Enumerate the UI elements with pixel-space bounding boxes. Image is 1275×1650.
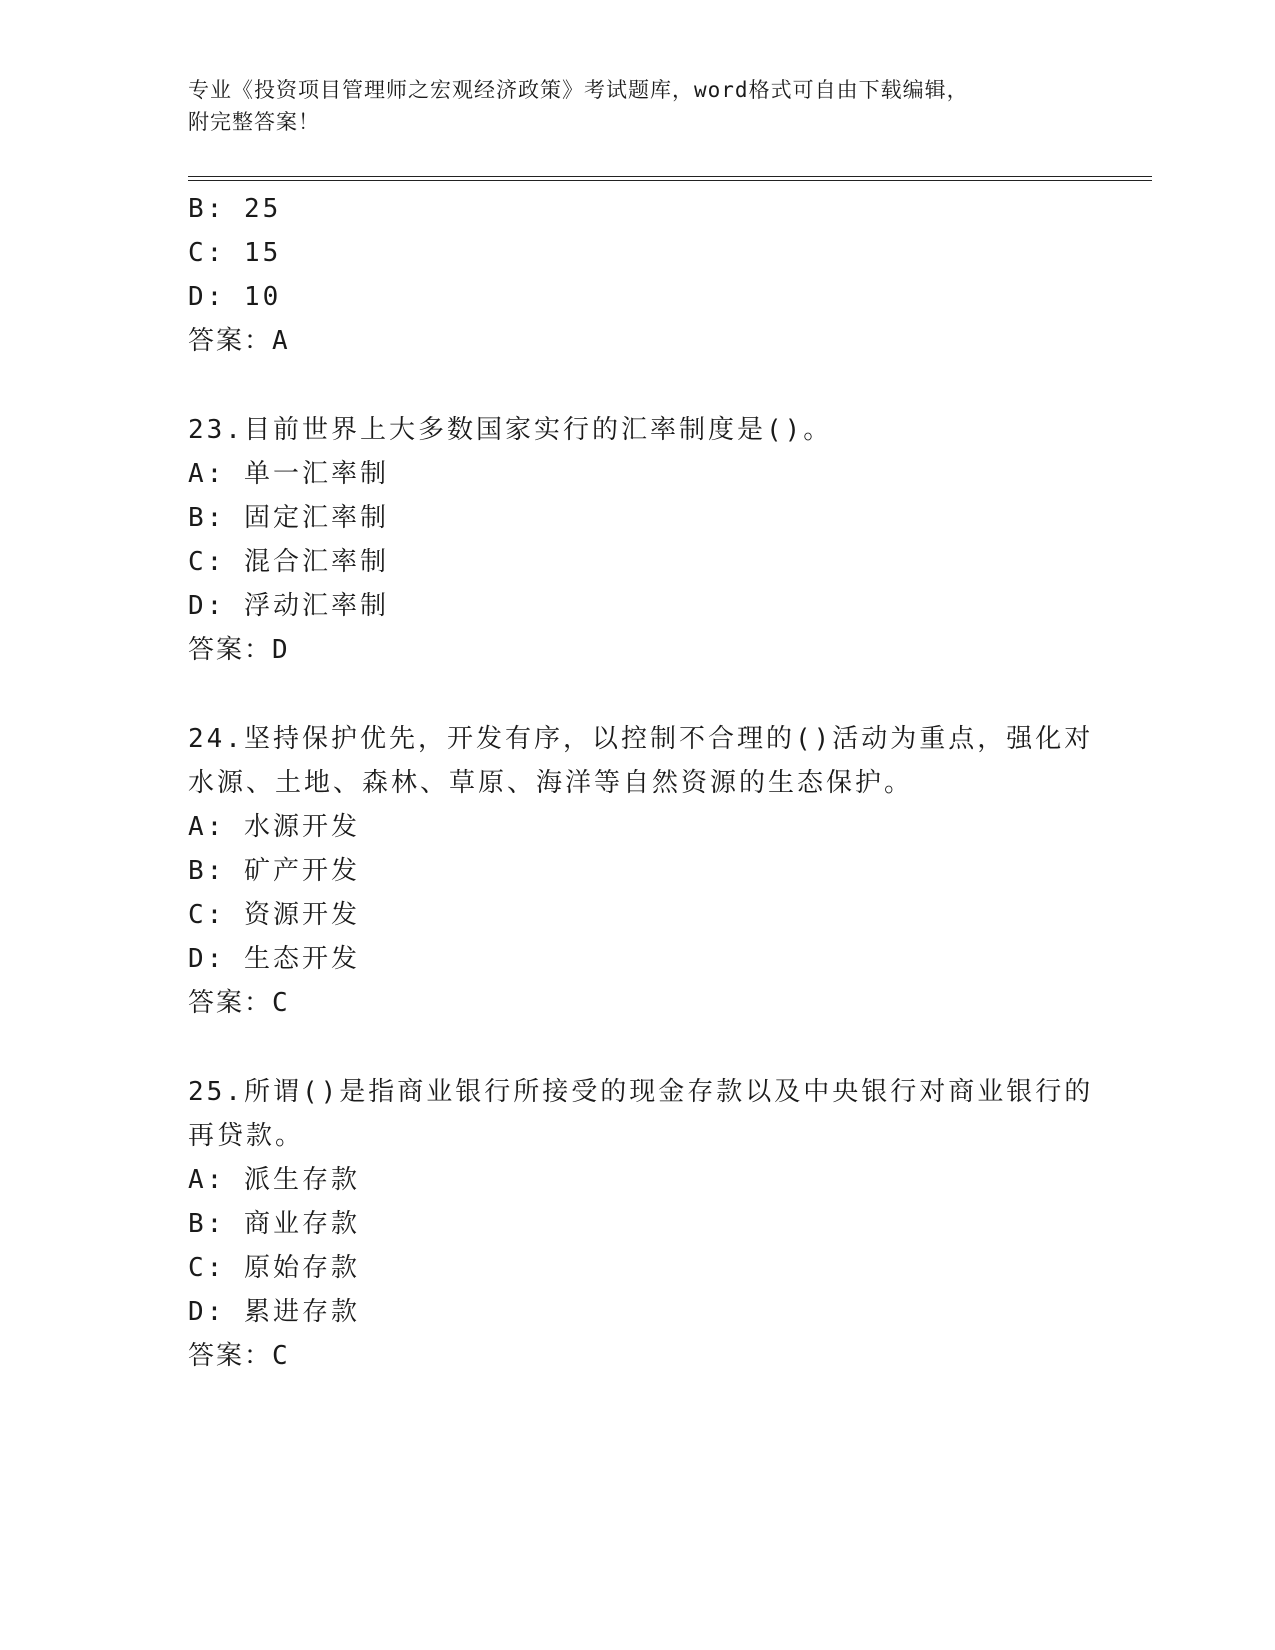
- q24-option-d: D: 生态开发: [188, 944, 360, 974]
- header-rule-top: [188, 176, 1152, 177]
- header-rule-bottom: [188, 180, 1152, 181]
- q22-option-b: B: 25: [188, 194, 282, 224]
- q22-answer: 答案：A: [188, 326, 290, 356]
- q24-stem-line-2: 水源、土地、森林、草原、海洋等自然资源的生态保护。: [188, 768, 914, 798]
- q23-option-d: D: 浮动汇率制: [188, 591, 389, 621]
- q23-option-c: C: 混合汇率制: [188, 547, 389, 577]
- q25-option-d: D: 累进存款: [188, 1297, 360, 1327]
- q24-answer: 答案：C: [188, 988, 290, 1018]
- q24-option-b: B: 矿产开发: [188, 856, 360, 886]
- q23-option-b: B: 固定汇率制: [188, 503, 389, 533]
- q24-option-a: A: 水源开发: [188, 812, 360, 842]
- q22-option-d: D: 10: [188, 282, 282, 312]
- q25-stem-line-1: 25.所谓()是指商业银行所接受的现金存款以及中央银行对商业银行的: [188, 1077, 1094, 1107]
- q25-option-a: A: 派生存款: [188, 1165, 360, 1195]
- q25-stem-line-2: 再贷款。: [188, 1121, 305, 1151]
- header-line-2: 附完整答案！: [188, 110, 320, 134]
- q23-option-a: A: 单一汇率制: [188, 459, 389, 489]
- q24-option-c: C: 资源开发: [188, 900, 360, 930]
- document-header: [188, 74, 1068, 138]
- q24-stem-line-1: 24.坚持保护优先，开发有序，以控制不合理的()活动为重点，强化对: [188, 724, 1094, 754]
- q23-answer: 答案：D: [188, 635, 290, 665]
- q25-option-b: B: 商业存款: [188, 1209, 360, 1239]
- q23-stem: 23.目前世界上大多数国家实行的汇率制度是()。: [188, 415, 833, 445]
- q22-option-c: C: 15: [188, 238, 282, 268]
- header-line-1: 专业《投资项目管理师之宏观经济政策》考试题库，word格式可自由下载编辑，: [188, 78, 969, 102]
- q25-option-c: C: 原始存款: [188, 1253, 360, 1283]
- q25-answer: 答案：C: [188, 1341, 290, 1371]
